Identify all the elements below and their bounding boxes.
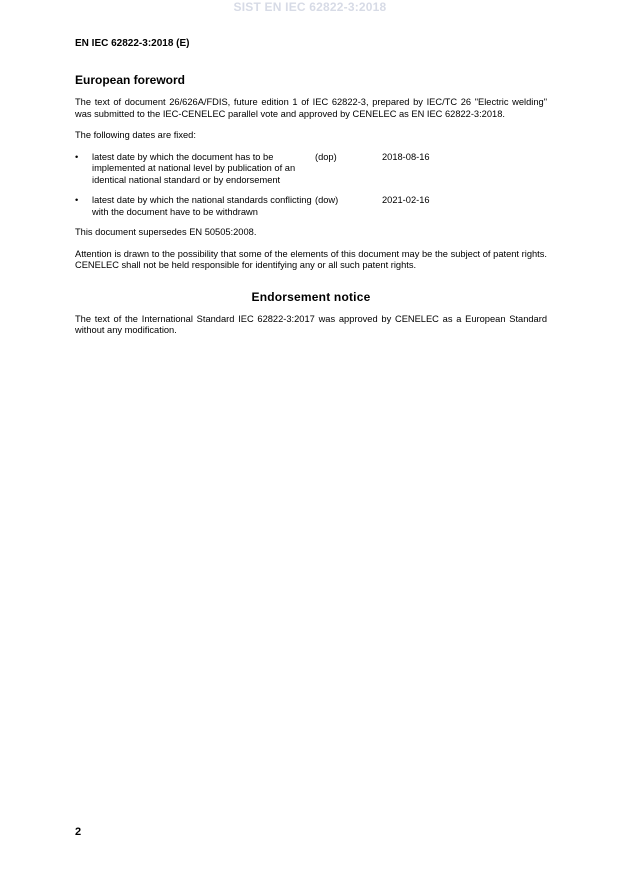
bullet-icon: •: [75, 151, 79, 162]
supersedes-text: This document supersedes EN 50505:2008.: [75, 227, 257, 237]
patent-notice: Attention is drawn to the possibility that some of the elements of this document may be the subject of patent rights. CENELEC shall not be held responsible for identifying any or all such patent rights.: [75, 248, 547, 270]
foreword-intro: The text of document 26/626A/FDIS, future edition 1 of IEC 62822-3, prepared by IEC/TC 26 "Electric welding" was submitted to the IEC-CENELEC parallel vote and approved by CENELEC as EN IEC 62822-3:2018.: [75, 97, 547, 119]
date-abbreviation: (dow): [315, 195, 339, 205]
date-value: 2021-02-16: [382, 195, 430, 205]
date-value: 2018-08-16: [382, 151, 430, 162]
date-description: latest date by which the national standards conflicting with the document have to be withdrawn: [92, 195, 312, 217]
dates-list: [75, 152, 547, 219]
watermark: SIST EN IEC 62822-3:2018: [233, 0, 387, 14]
bullet-icon: •: [75, 195, 79, 205]
page-content: [75, 73, 547, 347]
list-item: [75, 195, 547, 218]
endorsement-title: Endorsement notice: [251, 289, 371, 304]
foreword-title: European foreword: [75, 73, 186, 87]
document-code: EN IEC 62822-3:2018 (E): [75, 38, 190, 49]
endorsement-text: The text of the International Standard IEC 62822-3:2017 was approved by CENELEC as a European Standard without any modification.: [75, 313, 547, 335]
date-abbreviation: (dop): [315, 151, 337, 162]
page-number: 2: [75, 826, 82, 838]
dates-intro: The following dates are fixed:: [75, 130, 196, 140]
list-item: [75, 152, 547, 187]
date-description: latest date by which the document has to be implemented at national level by publication of an identical national standard or by endorsement: [92, 151, 296, 185]
